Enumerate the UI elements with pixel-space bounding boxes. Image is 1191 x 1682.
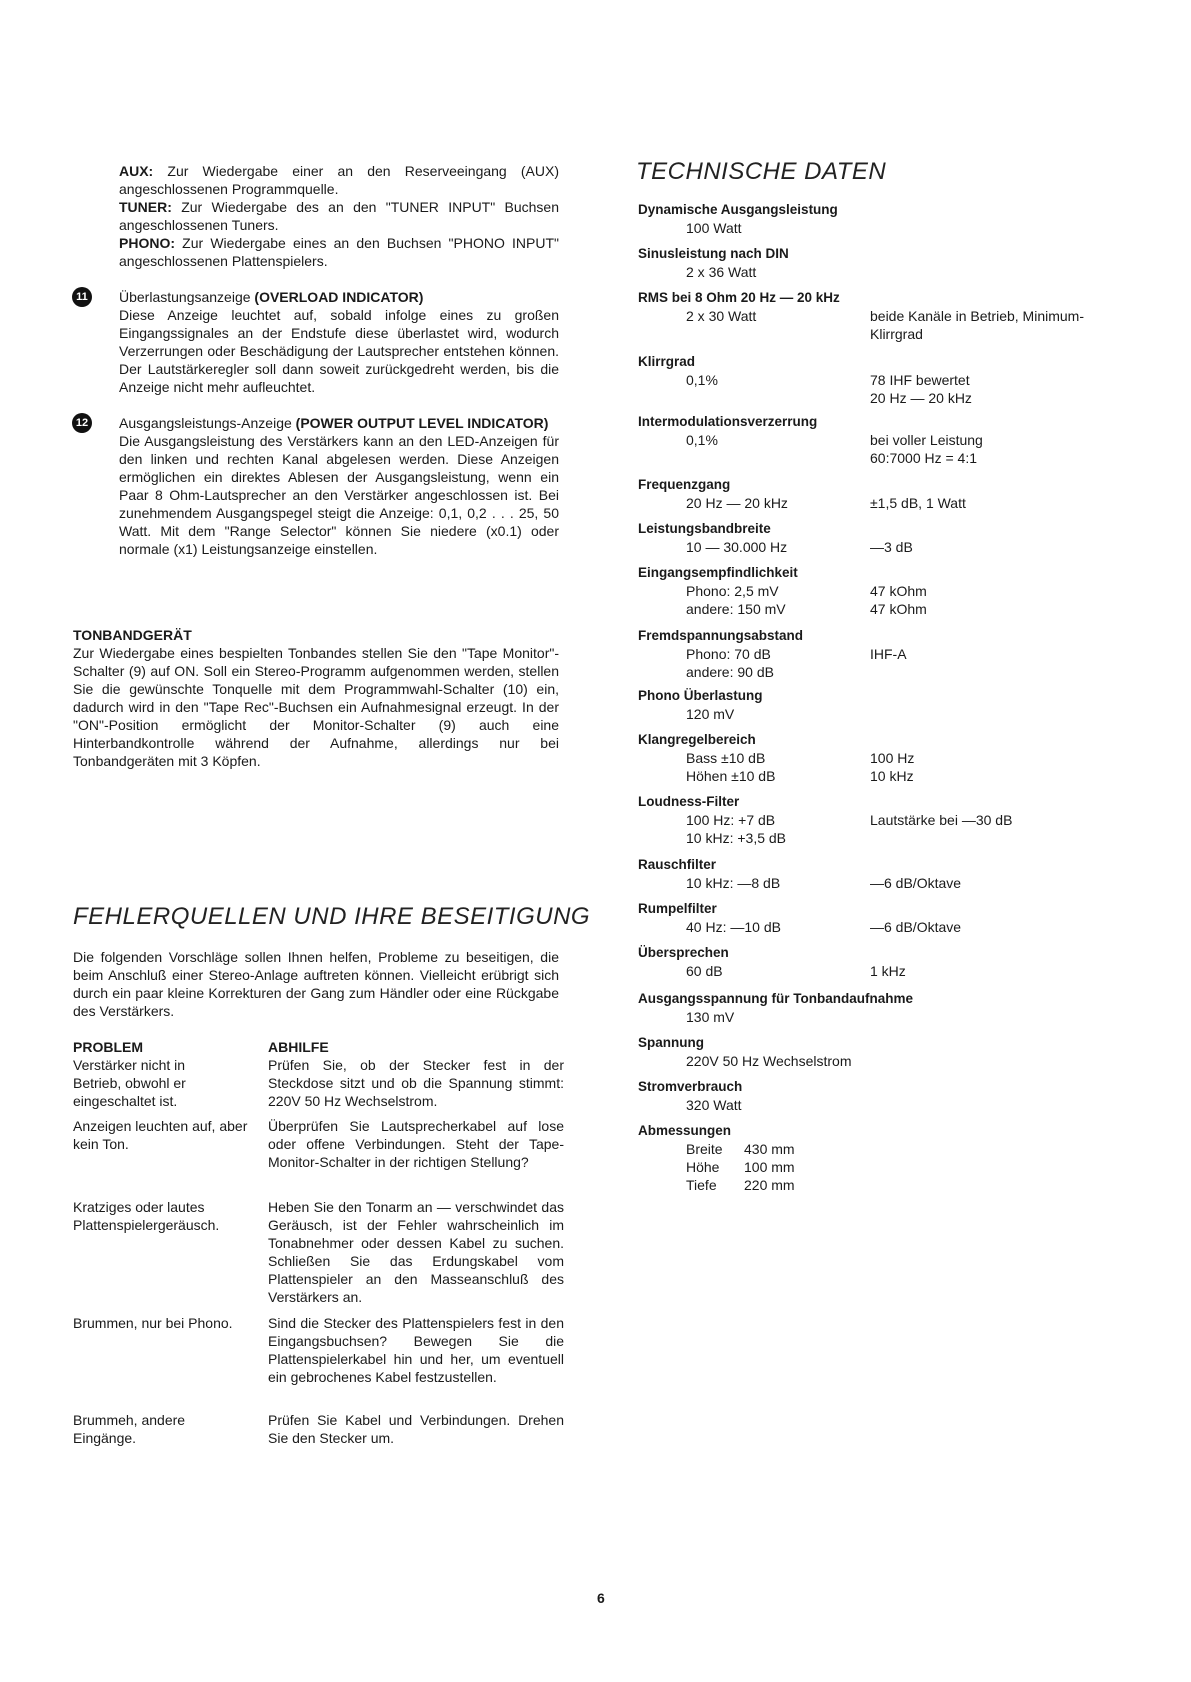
spec-row <box>638 219 1108 237</box>
spec-label: Fremdspannungsabstand <box>638 628 804 643</box>
spec-value: 220V 50 Hz Wechselstrom <box>686 1053 852 1069</box>
spec-row <box>638 494 1108 512</box>
spec-note: bei voller Leistung <box>870 432 983 448</box>
troubleshooting-heading: FEHLERQUELLEN UND IHRE BESEITIGUNG <box>73 903 591 930</box>
spec-item <box>638 1034 1108 1070</box>
spec-note: —6 dB/Oktave <box>870 919 962 935</box>
problem-column-header: PROBLEM <box>73 1039 143 1055</box>
spec-row <box>638 325 1108 343</box>
spec-value: andere: 90 dB <box>686 664 774 680</box>
spec-row <box>638 767 1108 785</box>
spec-label: Spannung <box>638 1035 704 1050</box>
spec-row <box>638 874 1108 892</box>
spec-note: 47 kOhm <box>870 583 927 599</box>
spec-value: 0,1% <box>686 432 718 448</box>
spec-label: Leistungsbandbreite <box>638 521 771 536</box>
fix-cell: Prüfen Sie, ob der Stecker fest in der Steckdose sitzt und ob die Spannung stimmt: 220V 50 Hz Wechselstrom. <box>268 1057 564 1109</box>
dimension-row <box>638 1140 1108 1158</box>
spec-value: Höhen ±10 dB <box>686 768 776 784</box>
tuner-description: TUNER: Zur Wiedergabe des an den "TUNER INPUT" Buchsen angeschlossenen Tuners. <box>119 199 559 233</box>
spec-label: Dynamische Ausgangsleistung <box>638 202 838 217</box>
spec-item <box>638 289 1108 343</box>
tape-heading: TONBANDGERÄT <box>73 627 192 643</box>
spec-value: Phono: 70 dB <box>686 646 771 662</box>
page-number: 6 <box>597 1590 605 1606</box>
spec-value: 120 mV <box>686 706 735 722</box>
spec-item <box>638 520 1108 556</box>
spec-label: Übersprechen <box>638 945 729 960</box>
spec-note: 20 Hz — 20 kHz <box>870 390 972 406</box>
spec-item <box>638 856 1108 892</box>
aux-description: AUX: Zur Wiedergabe einer an den Reserveeingang (AUX) angeschlossenen Programmquelle. <box>119 163 559 197</box>
spec-value: 100 Watt <box>686 220 742 236</box>
overload-indicator-section <box>119 288 559 396</box>
spec-row <box>638 962 1108 980</box>
dimension-key: Tiefe <box>686 1177 717 1193</box>
dimension-row <box>638 1158 1108 1176</box>
spec-value: 20 Hz — 20 kHz <box>686 495 788 511</box>
spec-value: 10 — 30.000 Hz <box>686 539 788 555</box>
spec-label: Abmessungen <box>638 1123 732 1138</box>
spec-note: 1 kHz <box>870 963 906 979</box>
spec-note: IHF-A <box>870 646 907 662</box>
spec-row <box>638 663 1108 681</box>
tape-section <box>73 626 559 770</box>
spec-item <box>638 353 1108 407</box>
spec-value <box>638 325 870 343</box>
spec-note: 78 IHF bewertet <box>870 372 970 388</box>
problem-cell: Brummeh, andere Eingänge. <box>73 1412 186 1446</box>
spec-label: Klangregelbereich <box>638 732 756 747</box>
spec-item <box>638 476 1108 512</box>
spec-row <box>638 645 1108 663</box>
spec-item <box>638 900 1108 936</box>
spec-item <box>638 245 1108 281</box>
troubleshooting-intro <box>73 948 559 1020</box>
spec-note: —3 dB <box>870 539 913 555</box>
spec-value: 2 x 36 Watt <box>686 264 757 280</box>
spec-row <box>638 749 1108 767</box>
fix-cell: Sind die Stecker des Plattenspielers fest in den Eingangsbuchsen? Bewegen Sie die Plattenspielerkabel hin und her, um eventuell ein gebrochenes Kabel festzustellen. <box>268 1315 564 1385</box>
spec-note: 10 kHz <box>870 768 914 784</box>
spec-item <box>638 731 1108 785</box>
spec-row <box>638 1096 1108 1114</box>
spec-value: 60 dB <box>686 963 723 979</box>
specs-heading: TECHNISCHE DATEN <box>636 158 887 185</box>
spec-value: 0,1% <box>686 372 718 388</box>
spec-note: ±1,5 dB, 1 Watt <box>870 495 966 511</box>
spec-row <box>638 538 1108 556</box>
problem-cell: Anzeigen leuchten auf, aber kein Ton. <box>73 1118 248 1152</box>
dimension-value: 100 mm <box>744 1159 795 1175</box>
tape-text: Zur Wiedergabe eines bespielten Tonbandes stellen Sie den "Tape Monitor"-Schalter (9) auf ON. Soll ein Stereo-Programm aufgenommen werden, stellen Sie die gewünschte Tonquelle mit dem Programmwahl-Schalter (10) ein, dadurch wird in den "Tape Rec"-Buchsen ein Aufnahmesignal erzeugt. In der "ON"-Position ermöglicht der Monitor-Schalter (9) auch eine Hinterbandkontrolle während der Aufnahme, allerdings nur bei Tonbandgeräten mit 3 Köpfen. <box>73 645 559 769</box>
dimension-value: 220 mm <box>744 1177 795 1193</box>
spec-value: 10 kHz: —8 dB <box>686 875 781 891</box>
input-selector-descriptions <box>119 162 559 270</box>
troubleshooting-intro-text: Die folgenden Vorschläge sollen Ihnen helfen, Probleme zu beseitigen, die beim Anschluß einer Stereo-Anlage auftreten können. Vielleicht erübrigt sich durch ein paar kleine Korrekturen der Gang zum Händler oder eine Rückgabe des Verstärkers. <box>73 949 559 1019</box>
spec-label: Eingangsempfindlichkeit <box>638 565 798 580</box>
spec-row <box>638 307 1108 325</box>
spec-label: Sinusleistung nach DIN <box>638 246 789 261</box>
spec-value: Phono: 2,5 mV <box>686 583 779 599</box>
power-output-text: Die Ausgangsleistung des Verstärkers kann an den LED-Anzeigen für den linken und rechten Kanal abgelesen werden. Diese Anzeigen ermöglichen ein direktes Ablesen der Ausgangsleistung, wenn ein Paar 8 Ohm-Lautsprecher an den Verstärker angeschlossen ist. Bei zunehmendem Ausgangspegel steigt die Anzeige: 0,1, 0,2 . . . 25, 50 Watt. Mit dem "Range Selector" können Sie niedere (x0.1) oder normale (x1) Leistungsanzeige einstellen. <box>119 433 559 557</box>
spec-note: beide Kanäle in Betrieb, Minimum- <box>870 308 1084 324</box>
spec-item <box>638 793 1108 847</box>
spec-row <box>638 600 1108 618</box>
problem-cell: Verstärker nicht in Betrieb, obwohl er eingeschaltet ist. <box>73 1057 186 1109</box>
spec-row <box>638 705 1108 723</box>
spec-value: 130 mV <box>686 1009 735 1025</box>
spec-label: Ausgangsspannung für Tonbandaufnahme <box>638 991 913 1006</box>
spec-row <box>638 582 1108 600</box>
spec-note: Lautstärke bei —30 dB <box>870 812 1013 828</box>
spec-item <box>638 944 1108 980</box>
spec-item <box>638 1078 1108 1114</box>
fix-cell: Heben Sie den Tonarm an — verschwindet das Geräusch, ist der Fehler wahrscheinlich im Tonabnehmer oder dessen Kabel zu suchen. Schließen Sie das Erdungskabel vom Plattenspieler an den Masseanschluß des Verstärkers an. <box>268 1199 564 1305</box>
spec-row <box>638 263 1108 281</box>
spec-value: 100 Hz: +7 dB <box>686 812 776 828</box>
spec-value: andere: 150 mV <box>686 601 786 617</box>
spec-note: —6 dB/Oktave <box>870 875 962 891</box>
spec-value <box>638 389 870 407</box>
overload-text: Diese Anzeige leuchtet auf, sobald infolge eines zu großen Eingangssignales an der Endstufe diese überlastet wird, wodurch Verzerrungen oder Beschädigung der Lautsprecher entstehen können. Der Lautstärkeregler soll dann soweit zurückgedreht werden, bis die Anzeige nicht mehr aufleuchtet. <box>119 307 559 395</box>
dimension-value: 430 mm <box>744 1141 795 1157</box>
spec-row <box>638 1008 1108 1026</box>
problem-cell: Kratziges oder lautes Plattenspielergeräusch. <box>73 1199 220 1233</box>
phono-description: PHONO: Zur Wiedergabe eines an den Buchsen "PHONO INPUT" angeschlossenen Plattenspielers. <box>119 235 559 269</box>
spec-value: 10 kHz: +3,5 dB <box>686 830 787 846</box>
spec-label: RMS bei 8 Ohm 20 Hz — 20 kHz <box>638 290 840 305</box>
spec-label: Klirrgrad <box>638 354 696 369</box>
troubleshooting-table <box>73 1038 564 1458</box>
spec-value <box>638 449 870 467</box>
spec-label: Rauschfilter <box>638 857 717 872</box>
spec-value: 40 Hz: —10 dB <box>686 919 781 935</box>
spec-label: Loudness-Filter <box>638 794 740 809</box>
spec-label: Frequenzgang <box>638 477 731 492</box>
spec-row <box>638 811 1108 829</box>
spec-note: Klirrgrad <box>870 326 923 342</box>
spec-row <box>638 449 1108 467</box>
power-output-section <box>119 414 559 558</box>
spec-value: 2 x 30 Watt <box>686 308 757 324</box>
spec-value: 320 Watt <box>686 1097 742 1113</box>
spec-note: 60:7000 Hz = 4:1 <box>870 450 978 466</box>
dimension-key: Breite <box>686 1141 723 1157</box>
spec-row <box>638 431 1108 449</box>
dimension-key: Höhe <box>686 1159 720 1175</box>
spec-item <box>638 990 1108 1026</box>
spec-label: Intermodulationsverzerrung <box>638 414 818 429</box>
spec-row <box>638 389 1108 407</box>
fix-cell: Prüfen Sie Kabel und Verbindungen. Drehen Sie den Stecker um. <box>268 1412 564 1446</box>
spec-label: Stromverbrauch <box>638 1079 743 1094</box>
spec-label: Phono Überlastung <box>638 688 763 703</box>
spec-row <box>638 1052 1108 1070</box>
spec-item <box>638 564 1108 618</box>
spec-item <box>638 687 1108 723</box>
spec-row <box>638 918 1108 936</box>
number-12-badge: 12 <box>72 413 92 433</box>
spec-value: Bass ±10 dB <box>686 750 766 766</box>
dimension-row <box>638 1176 1108 1194</box>
power-output-title: Ausgangsleistungs-Anzeige (POWER OUTPUT LEVEL INDICATOR) <box>119 415 549 431</box>
spec-item <box>638 413 1108 467</box>
spec-item <box>638 627 1108 681</box>
overload-title: Überlastungsanzeige (OVERLOAD INDICATOR) <box>119 289 424 305</box>
spec-item <box>638 201 1108 237</box>
spec-row <box>638 829 1108 847</box>
spec-row <box>638 371 1108 389</box>
spec-label: Rumpelfilter <box>638 901 717 916</box>
spec-note: 47 kOhm <box>870 601 927 617</box>
fix-cell: Überprüfen Sie Lautsprecherkabel auf lose oder offene Verbindungen. Steht der Tape-Monitor-Schalter in der richtigen Stellung? <box>268 1118 564 1170</box>
dimensions-block <box>638 1122 1108 1194</box>
fix-column-header: ABHILFE <box>268 1039 329 1055</box>
problem-cell: Brummen, nur bei Phono. <box>73 1315 233 1331</box>
spec-note: 100 Hz <box>870 750 915 766</box>
number-11-badge: 11 <box>72 287 92 307</box>
